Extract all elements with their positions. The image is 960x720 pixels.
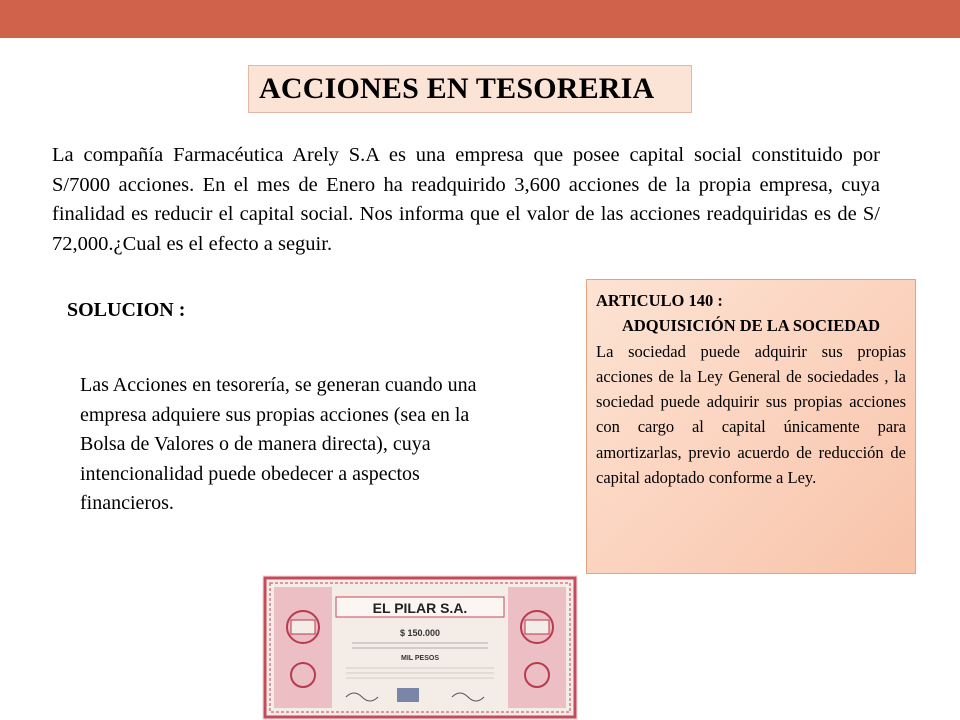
- certificate-company: EL PILAR S.A.: [372, 600, 468, 616]
- slide-title-box: [248, 65, 692, 113]
- article-body: La sociedad puede adquirir sus propias acciones de la Ley General de sociedades , la sociedad puede adquirir sus propias acciones con cargo al capital únicamente para amortizarlas, previo acuerdo de reducción de capital adoptado conforme a Ley.: [596, 341, 906, 488]
- intro-paragraph: La compañía Farmacéutica Arely S.A es una empresa que posee capital social constituido por S/7000 acciones. En el mes de Enero ha readquirido 3,600 acciones de la propia empresa, cuya finalidad es reducir el capital social. Nos informa que el valor de las acciones readquiridas es de S/ 72,000.¿Cual es el efecto a seguir.: [52, 144, 880, 255]
- article-title: ADQUISICIÓN DE LA SOCIEDAD: [621, 316, 881, 336]
- explanation-paragraph: Las Acciones en tesorería, se generan cuando una empresa adquiere sus propias acciones (sea en la Bolsa de Valores o de manera directa), cuya intencionalidad puede obedecer a aspectos financieros.: [80, 374, 477, 514]
- solution-label: SOLUCION :: [67, 299, 186, 321]
- certificate-amount: $ 150.000: [399, 628, 441, 638]
- article-number: ARTICULO 140 :: [596, 291, 723, 310]
- top-accent-bar: [0, 0, 960, 38]
- article-box: [586, 279, 916, 574]
- share-certificate-image: [262, 575, 578, 720]
- certificate-words: MIL PESOS: [401, 655, 439, 662]
- slide-title: ACCIONES EN TESORERIA: [259, 72, 655, 105]
